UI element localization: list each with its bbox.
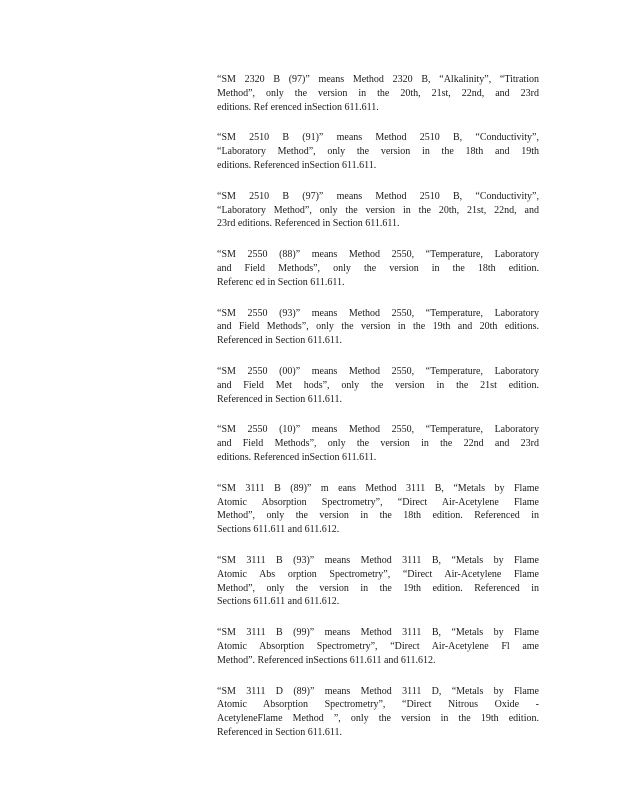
entry-line: editions. Referenced inSection 611.611.: [217, 451, 377, 463]
entry-line: Method”, only the version in the 20th, 21st, 22nd, and 23rd: [217, 87, 539, 99]
entry-line: and Field Methods”, only the version in the 22nd and 23rd: [217, 438, 539, 450]
entry-line: AcetyleneFlame Method ”, only the version in the 19th edition.: [217, 713, 539, 725]
entry-line: Atomic Abs orption Spectrometry”, “Direct Air-Acetylene Flame: [217, 568, 539, 580]
definition-entry-sm-2510-b-97: [217, 190, 539, 231]
definition-list: [217, 73, 539, 757]
entry-line: “SM 2550 (93)” means Method 2550, “Temperature, Laboratory: [217, 307, 539, 319]
entry-line: “SM 3111 B (93)” means Method 3111 B, “Metals by Flame: [217, 554, 539, 566]
entry-line: Referenc ed in Section 611.611.: [217, 276, 345, 288]
definition-entry-sm-2320-b-97: [217, 73, 539, 114]
entry-line: editions. Ref erenced inSection 611.611.: [217, 101, 379, 113]
definition-entry-sm-3111-b-93: [217, 554, 539, 609]
entry-line: Atomic Absorption Spectrometry”, “Direct Air-Acetylene Fl ame: [217, 640, 539, 652]
entry-line: and Field Methods”, only the version in the 18th edition.: [217, 262, 539, 274]
entry-line: “SM 2320 B (97)” means Method 2320 B, “Alkalinity”, “Titration: [217, 74, 539, 85]
entry-line: Referenced in Section 611.611.: [217, 335, 343, 347]
entry-line: Sections 611.611 and 611.612.: [217, 524, 340, 536]
definition-entry-sm-2550-00: [217, 365, 539, 406]
entry-line: 23rd editions. Referenced in Section 611.611.: [217, 218, 400, 230]
entry-line: Referenced in Section 611.611.: [217, 393, 343, 405]
entry-line: Atomic Absorption Spectrometry”, “Direct Nitrous Oxide -: [217, 699, 539, 711]
definition-entry-sm-3111-b-89: [217, 482, 539, 537]
entry-line: Method”, only the version in the 19th edition. Referenced in: [217, 582, 539, 594]
definition-entry-sm-3111-d-89: [217, 685, 539, 740]
entry-line: “SM 2510 B (97)” means Method 2510 B, “Conductivity”,: [217, 190, 539, 202]
entry-line: “SM 3111 D (89)” means Method 3111 D, “Metals by Flame: [217, 685, 539, 697]
entry-line: editions. Referenced inSection 611.611.: [217, 159, 377, 171]
entry-line: “Laboratory Method”, only the version in the 20th, 21st, 22nd, and: [217, 204, 539, 216]
entry-line: Method”, only the version in the 18th edition. Referenced in: [217, 510, 539, 522]
entry-line: Atomic Absorption Spectrometry”, “Direct Air-Acetylene Flame: [217, 496, 539, 508]
entry-line: “SM 2510 B (91)” means Method 2510 B, “Conductivity”,: [217, 132, 539, 144]
definition-entry-sm-3111-b-99: [217, 626, 539, 667]
entry-line: “SM 2550 (00)” means Method 2550, “Temperature, Laboratory: [217, 365, 539, 377]
definition-entry-sm-2550-88: [217, 248, 539, 289]
entry-line: “SM 2550 (88)” means Method 2550, “Temperature, Laboratory: [217, 249, 539, 261]
entry-line: Referenced in Section 611.611.: [217, 726, 343, 738]
entry-line: and Field Met hods”, only the version in the 21st edition.: [217, 379, 539, 391]
definition-entry-sm-2510-b-91: [217, 131, 539, 172]
entry-line: “SM 2550 (10)” means Method 2550, “Temperature, Laboratory: [217, 424, 539, 436]
entry-line: Sections 611.611 and 611.612.: [217, 596, 340, 608]
entry-line: “SM 3111 B (99)” means Method 3111 B, “Metals by Flame: [217, 627, 539, 639]
entry-line: “SM 3111 B (89)” m eans Method 3111 B, “Metals by Flame: [217, 482, 539, 494]
entry-line: Method”. Referenced inSections 611.611 and 611.612.: [217, 654, 436, 666]
entry-line: and Field Methods”, only the version in the 19th and 20th editions.: [217, 321, 539, 333]
definition-entry-sm-2550-10: [217, 423, 539, 464]
entry-line: “Laboratory Method”, only the version in the 18th and 19th: [217, 146, 539, 158]
definition-entry-sm-2550-93: [217, 307, 539, 348]
